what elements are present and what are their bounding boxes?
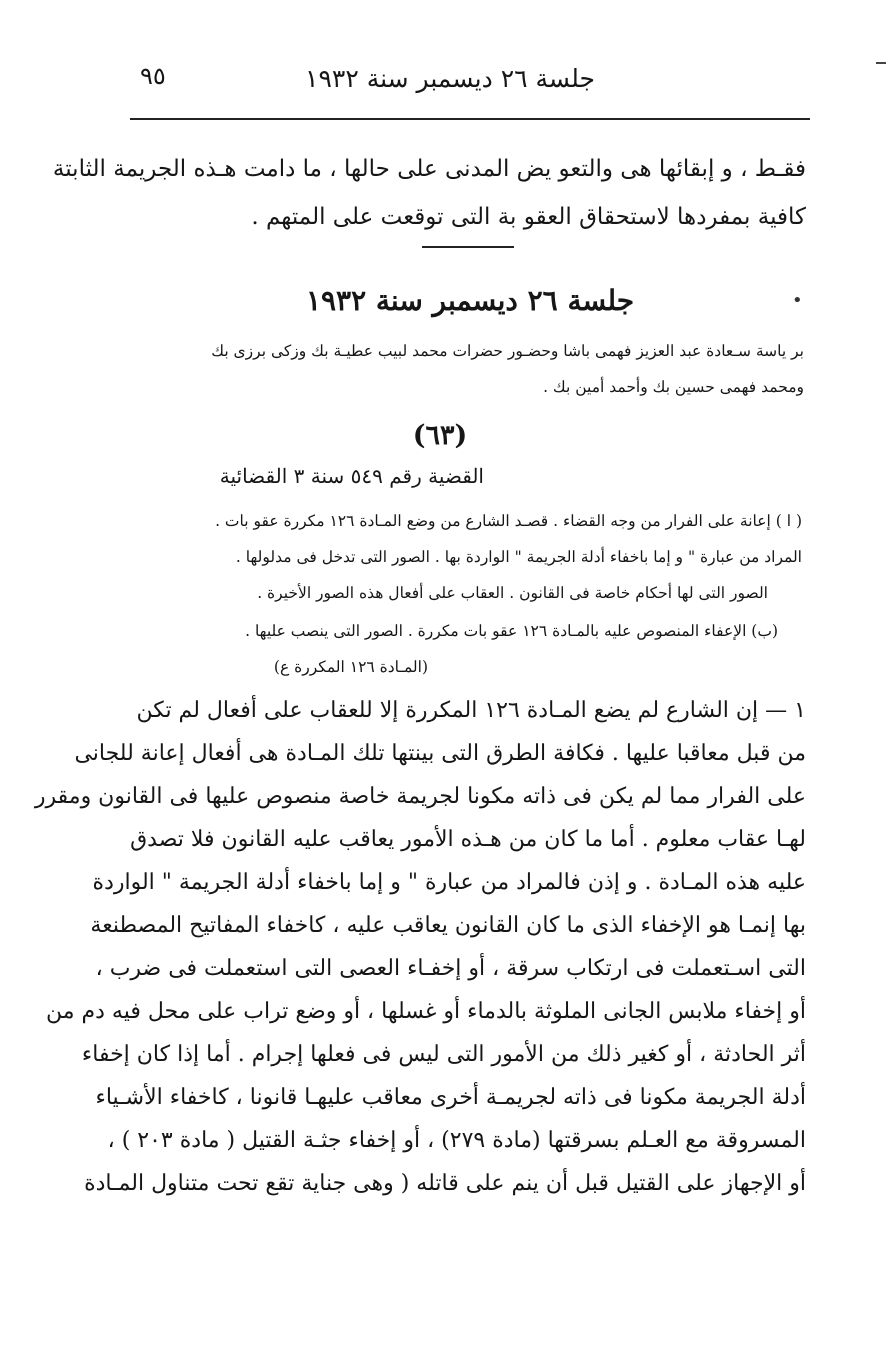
paragraph-line: المسروقة مع العـلم بسرقتها (مادة ٢٧٩) ، أو إخفاء جثـة القتيل ( مادة ٢٠٣ ) ، xyxy=(107,1128,806,1153)
paragraph-line: أو إخفاء ملابس الجانى الملوثة بالدماء أو غسلها ، أو وضع تراب على محل فيه دم من xyxy=(45,999,806,1024)
case-number: (٦٣) xyxy=(412,420,468,451)
paragraph-line: أو الإجهاز على القتيل قبل أن ينم على قاتله ( وهى جناية تقع تحت متناول المـادة xyxy=(84,1171,806,1196)
margin-mark xyxy=(876,62,886,64)
summary-line: الصور التى لها أحكام خاصة فى القانون . العقاب على أفعال هذه الصور الأخيرة . xyxy=(257,584,768,602)
session-title: جلسة ٢٦ ديسمبر سنة ١٩٣٢ xyxy=(305,284,635,317)
section-divider xyxy=(422,246,514,248)
case-title: القضية رقم ٥٤٩ سنة ٣ القضائية xyxy=(219,464,484,488)
paragraph-line: عليه هذه المـادة . و إذن فالمراد من عبارة " و إما باخفاء أدلة الجريمة " الواردة xyxy=(92,870,806,895)
summary-line: المراد من عبارة " و إما باخفاء أدلة الجريمة " الواردة بها . الصور التى تدخل فى مدلولها . xyxy=(235,548,802,566)
summary-line: (المـادة ١٢٦ المكررة ع) xyxy=(273,658,428,676)
intro-line: فقـط ، و إبقائها هى والتعو يض المدنى على حالها ، ما دامت هـذه الجريمة الثابتة xyxy=(52,156,806,182)
paragraph-line: ١ — إن الشارع لم يضع المـادة ١٢٦ المكررة إلا للعقاب على أفعال لم تكن xyxy=(136,698,806,723)
intro-line: كافية بمفردها لاستحقاق العقو بة التى توقعت على المتهم . xyxy=(251,204,806,230)
paragraph-line: لهـا عقاب معلوم . أما ما كان من هـذه الأمور يعاقب عليه القانون فلا تصدق xyxy=(130,827,806,852)
page-number: ٩٥ xyxy=(140,62,166,90)
header-rule xyxy=(130,118,810,120)
paragraph-line: أدلة الجريمة مكونا فى ذاته لجريمـة أخرى معاقب عليهـا قانونا ، كاخفاء الأشـياء xyxy=(95,1085,806,1110)
paragraph-line: بها إنمـا هو الإخفاء الذى ما كان القانون يعاقب عليه ، كاخفاء المفاتيح المصطنعة xyxy=(90,913,806,938)
paragraph-line: أثر الحادثة ، أو كغير ذلك من الأمور التى ليس فى فعلها إجرام . أما إذا كان إخفاء xyxy=(81,1042,806,1067)
margin-dot: • xyxy=(792,290,803,311)
running-header-title: جلسة ٢٦ ديسمبر سنة ١٩٣٢ xyxy=(305,64,595,93)
paragraph-line: التى اسـتعملت فى ارتكاب سرقة ، أو إخفـاء العصى التى استعملت فى ضرب ، xyxy=(95,956,806,981)
summary-line: ( ا ) إعانة على الفرار من وجه القضاء . قصـد الشارع من وضع المـادة ١٢٦ مكررة عقو بات . xyxy=(215,512,802,530)
paragraph-line: من قبل معاقبا عليها . فكافة الطرق التى بينتها تلك المـادة هى أفعال إعانة للجانى xyxy=(74,741,806,766)
presidency-line: بر ياسة سـعادة عبد العزيز فهمى باشا وحضـور حضرات محمد لبيب عطيـة بك وزكى برزى بك xyxy=(211,342,804,360)
summary-line: (ب) الإعفاء المنصوص عليه بالمـادة ١٢٦ عقو بات مكررة . الصور التى ينصب عليها . xyxy=(245,622,778,640)
presidency-line: ومحمد فهمى حسين بك وأحمد أمين بك . xyxy=(543,378,804,396)
paragraph-line: على الفرار مما لم يكن فى ذاته مكونا لجريمة خاصة منصوص عليها فى القانون ومقرر xyxy=(34,784,806,809)
